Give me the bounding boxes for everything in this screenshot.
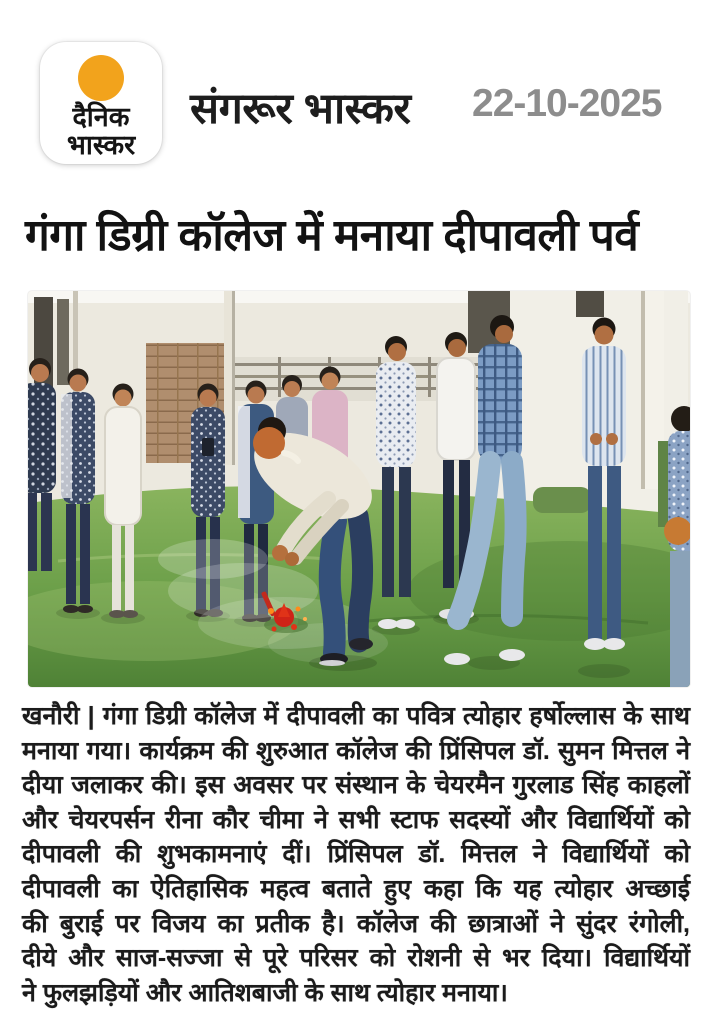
body-text-line: दीपावली की शुभकामनाएं दीं। प्रिंसिपल डॉ. मित्तल ने विद्यार्थियों को <box>22 840 690 869</box>
body-text-line: मनाया गया। कार्यक्रम की शुरुआत कॉलेज की प्रिंसिपल डॉ. सुमन मित्तल ने <box>22 736 690 765</box>
body-text-line: खनौरी | गंगा डिग्री कॉलेज में दीपावली का पवित्र त्योहार हर्षोल्लास के साथ <box>22 702 690 730</box>
body-text-line: दीया जलाकर की। इस अवसर पर संस्थान के चेयरमैन गुरलाड सिंह काहलों <box>22 771 690 800</box>
body-text-line: और चेयरपर्सन रीना कौर चीमा ने सभी स्टाफ सदस्यों और विद्यार्थियों को <box>22 805 690 834</box>
logo-text-line2: भास्कर <box>66 130 136 160</box>
logo-text-line1: दैनिक <box>72 102 130 132</box>
body-text-line: ने फुलझड़ियों और आतिशबाजी के साथ त्योहार मनाया। <box>22 978 508 1007</box>
article-body <box>22 699 690 1010</box>
newspaper-logo <box>40 42 162 164</box>
publication-date: 22-10-2025 <box>472 82 662 125</box>
logo-text <box>67 103 135 159</box>
body-text-line: की बुराई पर विजय का प्रतीक है। कॉलेज की छात्राओं ने सुंदर रंगोली, <box>22 909 690 938</box>
body-text-line: दीये और साज-सज्जा से पूरे परिसर को रोशनी से भर दिया। विद्यार्थियों <box>22 944 690 973</box>
body-text-line: दीपावली का ऐतिहासिक महत्व बताते हुए कहा कि यह त्योहार अच्छाई <box>22 874 690 903</box>
edition-title: संगरूर भास्कर <box>190 85 411 133</box>
photo-scene <box>28 291 690 687</box>
masthead <box>0 0 711 200</box>
logo-sun-icon <box>78 55 124 101</box>
headline: गंगा डिग्री कॉलेज में मनाया दीपावली पर्व <box>25 211 639 260</box>
article-photo <box>28 291 690 687</box>
